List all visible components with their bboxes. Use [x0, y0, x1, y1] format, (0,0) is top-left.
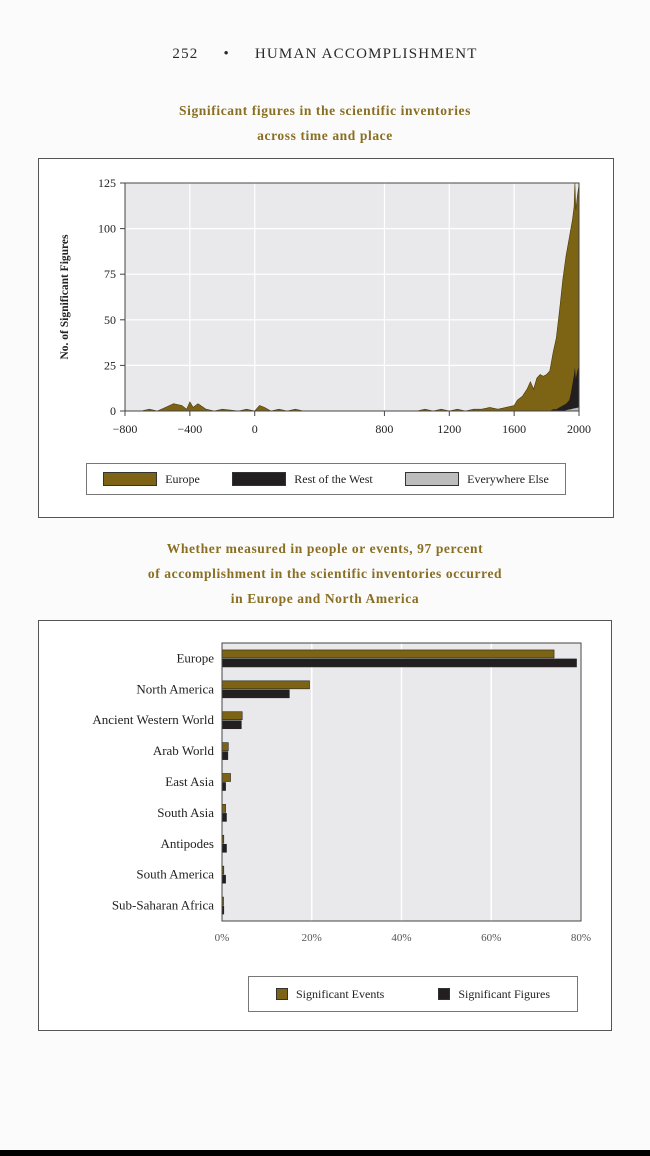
chart1-caption-line: across time and place: [257, 128, 393, 143]
bar-significant-figures: [222, 783, 226, 791]
category-label: Sub-Saharan Africa: [111, 897, 214, 913]
tick-label-y: 50: [104, 312, 116, 327]
tick-label-y: 75: [104, 267, 116, 282]
tick-label-x: 0%: [214, 932, 230, 944]
legend-swatch-everywhere-else: [405, 472, 459, 486]
legend-swatch-figures: [438, 988, 450, 1000]
tick-label-x: 1600: [502, 422, 527, 436]
legend-label: Significant Events: [296, 986, 385, 1001]
chart1-caption-line: Significant figures in the scientific inventories: [178, 103, 471, 118]
category-label: North America: [136, 681, 214, 697]
tick-label-x: 800: [375, 422, 394, 436]
tick-label-y: 125: [98, 176, 116, 190]
axis-label-y: No. of Significant Figures: [59, 234, 71, 360]
category-label: East Asia: [165, 774, 214, 789]
legend-label: Everywhere Else: [467, 471, 549, 486]
bar-significant-figures: [222, 659, 577, 667]
legend-label: Significant Figures: [458, 986, 550, 1001]
legend-swatch-rest-of-west: [232, 472, 286, 486]
tick-label-x: −400: [177, 422, 203, 436]
tick-label-x: 40%: [391, 932, 412, 944]
tick-label-x: 0: [251, 422, 258, 436]
tick-label-y: 0: [110, 404, 116, 418]
legend-label: Rest of the West: [294, 471, 373, 486]
tick-label-y: 100: [98, 221, 116, 236]
bar-significant-events: [222, 681, 310, 689]
bar-significant-events: [222, 743, 228, 751]
category-label: Antipodes: [160, 835, 214, 851]
category-label: Arab World: [152, 743, 214, 759]
bar-chart-legend: [248, 976, 578, 1012]
chart2-caption-line: in Europe and North America: [230, 591, 420, 606]
legend-item-rest-of-west: [232, 472, 372, 487]
legend-swatch-europe: [103, 472, 157, 486]
legend-item-europe: [103, 472, 200, 487]
tick-label-x: 20%: [301, 932, 322, 944]
chart2-caption-line: of accomplishment in the scientific inventories occurred: [147, 566, 503, 581]
bottom-bar: [0, 1150, 650, 1156]
legend-item-events: [276, 987, 384, 1002]
bar-significant-figures: [222, 752, 228, 760]
legend-swatch-events: [276, 988, 288, 1000]
tick-label-x: 2000: [567, 422, 591, 436]
tick-label-x: −800: [112, 422, 138, 436]
chart2-caption: [0, 536, 650, 611]
bar-significant-figures: [222, 721, 241, 729]
area-chart-legend: [86, 463, 566, 495]
category-label: South Asia: [157, 804, 214, 820]
bar-significant-events: [222, 774, 231, 782]
page-number: 252: [172, 46, 199, 62]
legend-item-figures: [438, 987, 550, 1002]
header-separator: •: [223, 46, 230, 62]
chart2-caption-line: Whether measured in people or events, 97 percent: [166, 541, 484, 556]
plot-area: [125, 183, 579, 411]
bar-significant-figures: [222, 875, 226, 883]
bar-significant-events: [222, 804, 226, 812]
running-header: [0, 46, 650, 68]
chart1-caption: [0, 98, 650, 148]
area-chart: [39, 159, 613, 459]
category-label: Europe: [176, 650, 214, 666]
bar-significant-events: [222, 712, 242, 720]
legend-item-everywhere-else: [405, 472, 549, 487]
tick-label-x: 60%: [481, 932, 502, 944]
category-label: South America: [136, 866, 214, 882]
tick-label-y: 25: [104, 358, 116, 373]
area-chart-panel: [38, 158, 614, 518]
bar-significant-figures: [222, 813, 226, 821]
bar-significant-figures: [222, 690, 289, 698]
bar-significant-events: [222, 650, 554, 658]
bar-significant-figures: [222, 844, 226, 852]
category-label: Ancient Western World: [92, 712, 214, 728]
tick-label-x: 80%: [570, 932, 592, 944]
bar-chart-panel: [38, 620, 612, 1031]
legend-label: Europe: [165, 471, 200, 486]
tick-label-x: 1200: [437, 422, 462, 436]
running-title: HUMAN ACCOMPLISHMENT: [254, 46, 478, 62]
bar-chart: [39, 621, 611, 971]
